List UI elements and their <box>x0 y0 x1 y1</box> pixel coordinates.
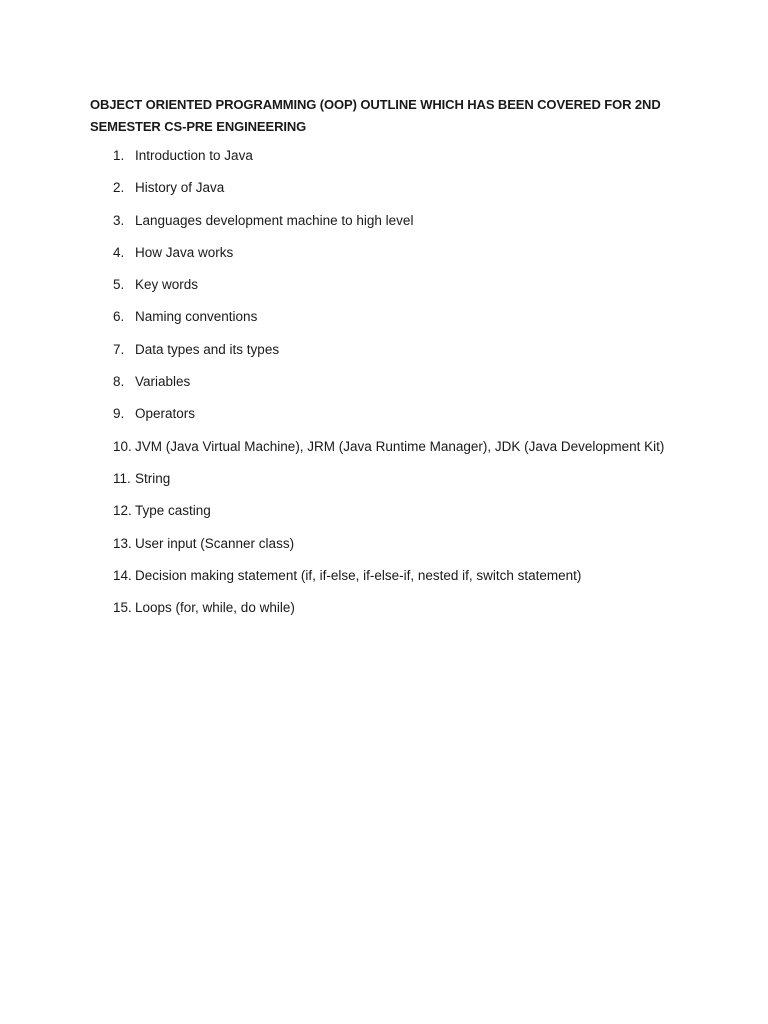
item-text: Type casting <box>135 503 211 519</box>
item-number: 14. <box>113 567 132 583</box>
item-number: 7. <box>113 341 125 357</box>
item-number: 12. <box>113 503 132 519</box>
item-number: 2. <box>113 180 125 196</box>
item-number: 5. <box>113 277 125 293</box>
document-title: OBJECT ORIENTED PROGRAMMING (OOP) OUTLINE WHICH HAS BEEN COVERED FOR 2ND SEMESTER CS-PRE ENGINEERING <box>90 97 661 134</box>
item-number: 4. <box>113 244 125 260</box>
item-text: How Java works <box>135 244 234 260</box>
item-text: Variables <box>135 374 191 390</box>
item-text: JVM (Java Virtual Machine), JRM (Java Runtime Manager), JDK (Java Development Kit) <box>135 438 665 454</box>
item-number: 11. <box>113 470 131 486</box>
item-number: 3. <box>113 212 125 228</box>
item-text: Operators <box>135 406 196 422</box>
item-text: Decision making statement (if, if-else, if-else-if, nested if, switch statement) <box>135 567 582 583</box>
item-number: 6. <box>113 309 125 325</box>
item-text: User input (Scanner class) <box>135 535 295 551</box>
item-number: 10. <box>113 438 132 454</box>
item-text: History of Java <box>135 180 225 196</box>
item-number: 9. <box>113 406 125 422</box>
item-number: 8. <box>113 374 125 390</box>
item-number: 1. <box>113 148 125 163</box>
item-text: Loops (for, while, do while) <box>135 600 295 616</box>
item-number: 13. <box>113 535 132 551</box>
item-text: String <box>135 470 171 486</box>
item-text: Languages development machine to high level <box>135 212 414 228</box>
item-text: Key words <box>135 277 199 293</box>
item-text: Naming conventions <box>135 309 258 325</box>
item-number: 15. <box>113 600 132 616</box>
item-text: Introduction to Java <box>135 148 253 163</box>
item-text: Data types and its types <box>135 341 280 357</box>
